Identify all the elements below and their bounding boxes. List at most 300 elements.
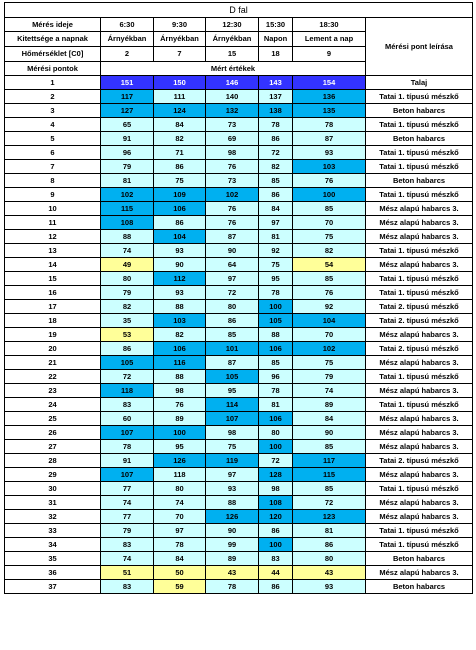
value-cell: 72 — [259, 146, 293, 160]
value-cell: 108 — [259, 496, 293, 510]
value-cell: 140 — [206, 90, 259, 104]
point-id-cell: 37 — [5, 580, 101, 594]
point-description-cell: Tatai 2. típusú mészkő — [366, 454, 473, 468]
value-cell: 78 — [154, 538, 206, 552]
point-description-cell: Beton habarcs — [366, 580, 473, 594]
table-row — [5, 244, 473, 258]
point-description-cell: Mész alapú habarcs 3. — [366, 566, 473, 580]
point-description-cell: Talaj — [366, 76, 473, 90]
table-row — [5, 384, 473, 398]
value-cell: 50 — [154, 566, 206, 580]
value-cell: 97 — [259, 216, 293, 230]
table-row — [5, 412, 473, 426]
value-cell: 102 — [206, 188, 259, 202]
row-label-temperature: Hőmérséklet [C0] — [5, 47, 101, 62]
value-cell: 115 — [293, 468, 366, 482]
point-id-cell: 13 — [5, 244, 101, 258]
temperature-cell: 2 — [101, 47, 154, 62]
value-cell: 98 — [154, 384, 206, 398]
value-cell: 132 — [206, 104, 259, 118]
value-cell: 87 — [206, 356, 259, 370]
value-cell: 151 — [101, 76, 154, 90]
point-id-cell: 10 — [5, 202, 101, 216]
table-row — [5, 146, 473, 160]
point-id-cell: 17 — [5, 300, 101, 314]
value-cell: 80 — [259, 426, 293, 440]
table-row — [5, 258, 473, 272]
value-cell: 85 — [259, 356, 293, 370]
point-id-cell: 14 — [5, 258, 101, 272]
point-id-cell: 19 — [5, 328, 101, 342]
value-cell: 64 — [206, 258, 259, 272]
table-row — [5, 300, 473, 314]
value-cell: 53 — [101, 328, 154, 342]
value-cell: 65 — [101, 118, 154, 132]
value-cell: 135 — [293, 104, 366, 118]
value-cell: 76 — [206, 202, 259, 216]
table-row — [5, 524, 473, 538]
point-description-cell: Beton habarcs — [366, 174, 473, 188]
point-id-cell: 32 — [5, 510, 101, 524]
value-cell: 83 — [101, 580, 154, 594]
point-description-cell: Beton habarcs — [366, 132, 473, 146]
point-description-cell: Tatai 1. típusú mészkő — [366, 188, 473, 202]
value-cell: 95 — [206, 384, 259, 398]
point-description-cell: Tatai 1. típusú mészkő — [366, 272, 473, 286]
value-cell: 43 — [206, 566, 259, 580]
value-cell: 120 — [259, 510, 293, 524]
value-cell: 88 — [259, 328, 293, 342]
point-id-cell: 2 — [5, 90, 101, 104]
value-cell: 86 — [154, 216, 206, 230]
point-id-cell: 5 — [5, 132, 101, 146]
point-description-cell: Mész alapú habarcs 3. — [366, 496, 473, 510]
value-cell: 143 — [259, 76, 293, 90]
value-cell: 82 — [154, 328, 206, 342]
point-id-cell: 28 — [5, 454, 101, 468]
value-cell: 35 — [101, 314, 154, 328]
table-row — [5, 202, 473, 216]
value-cell: 95 — [154, 440, 206, 454]
point-description-cell: Mész alapú habarcs 3. — [366, 440, 473, 454]
value-cell: 105 — [206, 370, 259, 384]
value-cell: 81 — [259, 230, 293, 244]
exposure-cell: Árnyékban — [101, 32, 154, 47]
point-description-cell: Mész alapú habarcs 3. — [366, 230, 473, 244]
value-cell: 73 — [206, 118, 259, 132]
exposure-cell: Árnyékban — [154, 32, 206, 47]
point-description-cell: Tatai 1. típusú mészkő — [366, 538, 473, 552]
value-cell: 97 — [206, 272, 259, 286]
value-cell: 96 — [101, 146, 154, 160]
temperature-cell: 9 — [293, 47, 366, 62]
value-cell: 81 — [259, 398, 293, 412]
table-row — [5, 426, 473, 440]
value-cell: 105 — [259, 314, 293, 328]
value-cell: 96 — [259, 370, 293, 384]
value-cell: 70 — [293, 216, 366, 230]
exposure-cell: Árnyékban — [206, 32, 259, 47]
value-cell: 49 — [101, 258, 154, 272]
value-cell: 75 — [293, 356, 366, 370]
point-id-cell: 12 — [5, 230, 101, 244]
point-id-cell: 11 — [5, 216, 101, 230]
point-id-cell: 21 — [5, 356, 101, 370]
row-label-measure-time: Mérés ideje — [5, 18, 101, 32]
value-cell: 82 — [293, 244, 366, 258]
value-cell: 69 — [206, 132, 259, 146]
point-description-header: Mérési pont leírása — [366, 18, 473, 76]
point-description-cell: Tatai 1. típusú mészkő — [366, 90, 473, 104]
value-cell: 85 — [206, 328, 259, 342]
point-id-cell: 34 — [5, 538, 101, 552]
value-cell: 124 — [154, 104, 206, 118]
value-cell: 154 — [293, 76, 366, 90]
value-cell: 85 — [293, 482, 366, 496]
value-cell: 83 — [101, 398, 154, 412]
point-description-cell: Mész alapú habarcs 3. — [366, 202, 473, 216]
point-description-cell: Tatai 1. típusú mészkő — [366, 146, 473, 160]
value-cell: 78 — [101, 440, 154, 454]
value-cell: 93 — [206, 482, 259, 496]
point-description-cell: Mész alapú habarcs 3. — [366, 216, 473, 230]
value-cell: 137 — [259, 90, 293, 104]
table-title: D fal — [5, 3, 473, 18]
value-cell: 72 — [259, 454, 293, 468]
point-description-cell: Tatai 1. típusú mészkő — [366, 244, 473, 258]
time-cell: 12:30 — [206, 18, 259, 32]
table-row — [5, 272, 473, 286]
value-cell: 86 — [101, 342, 154, 356]
value-cell: 106 — [154, 342, 206, 356]
value-cell: 127 — [101, 104, 154, 118]
table-row — [5, 216, 473, 230]
value-cell: 90 — [206, 524, 259, 538]
value-cell: 83 — [101, 538, 154, 552]
value-cell: 72 — [293, 496, 366, 510]
point-id-cell: 25 — [5, 412, 101, 426]
table-row — [5, 468, 473, 482]
value-cell: 78 — [293, 118, 366, 132]
table-row — [5, 174, 473, 188]
value-cell: 76 — [206, 160, 259, 174]
value-cell: 102 — [293, 342, 366, 356]
value-cell: 83 — [259, 552, 293, 566]
value-cell: 79 — [101, 286, 154, 300]
value-cell: 95 — [259, 272, 293, 286]
point-description-cell: Mész alapú habarcs 3. — [366, 328, 473, 342]
value-cell: 80 — [154, 482, 206, 496]
temperature-cell: 15 — [206, 47, 259, 62]
value-cell: 86 — [259, 188, 293, 202]
point-id-cell: 18 — [5, 314, 101, 328]
point-description-cell: Tatai 2. típusú mészkő — [366, 300, 473, 314]
table-row — [5, 160, 473, 174]
time-cell: 15:30 — [259, 18, 293, 32]
value-cell: 86 — [259, 580, 293, 594]
value-cell: 97 — [206, 468, 259, 482]
value-cell: 77 — [101, 510, 154, 524]
value-cell: 89 — [293, 398, 366, 412]
value-cell: 80 — [101, 272, 154, 286]
table-row — [5, 566, 473, 580]
point-id-cell: 24 — [5, 398, 101, 412]
value-cell: 74 — [101, 496, 154, 510]
value-cell: 74 — [293, 384, 366, 398]
value-cell: 100 — [293, 188, 366, 202]
measured-values-header: Mért értékek — [101, 62, 366, 76]
value-cell: 98 — [259, 482, 293, 496]
value-cell: 114 — [206, 398, 259, 412]
value-cell: 82 — [154, 132, 206, 146]
table-row — [5, 356, 473, 370]
table-row — [5, 552, 473, 566]
value-cell: 103 — [154, 314, 206, 328]
value-cell: 106 — [259, 412, 293, 426]
value-cell: 115 — [101, 202, 154, 216]
table-row — [5, 510, 473, 524]
value-cell: 78 — [259, 384, 293, 398]
value-cell: 74 — [101, 244, 154, 258]
point-id-cell: 20 — [5, 342, 101, 356]
point-id-cell: 22 — [5, 370, 101, 384]
value-cell: 76 — [293, 174, 366, 188]
point-description-cell: Beton habarcs — [366, 552, 473, 566]
value-cell: 43 — [293, 566, 366, 580]
table-row — [5, 482, 473, 496]
value-cell: 85 — [293, 272, 366, 286]
value-cell: 91 — [101, 132, 154, 146]
point-id-cell: 33 — [5, 524, 101, 538]
value-cell: 126 — [206, 510, 259, 524]
value-cell: 75 — [154, 174, 206, 188]
table-row — [5, 132, 473, 146]
value-cell: 86 — [259, 132, 293, 146]
value-cell: 86 — [206, 314, 259, 328]
value-cell: 104 — [293, 314, 366, 328]
point-description-cell: Tatai 2. típusú mészkő — [366, 314, 473, 328]
value-cell: 70 — [154, 510, 206, 524]
value-cell: 54 — [293, 258, 366, 272]
value-cell: 138 — [259, 104, 293, 118]
value-cell: 136 — [293, 90, 366, 104]
point-id-cell: 30 — [5, 482, 101, 496]
value-cell: 89 — [206, 552, 259, 566]
value-cell: 123 — [293, 510, 366, 524]
table-row — [5, 538, 473, 552]
measurement-table — [4, 2, 473, 594]
value-cell: 84 — [293, 412, 366, 426]
point-description-cell: Tatai 2. típusú mészkő — [366, 342, 473, 356]
table-row — [5, 286, 473, 300]
value-cell: 93 — [293, 146, 366, 160]
point-id-cell: 7 — [5, 160, 101, 174]
value-cell: 80 — [293, 552, 366, 566]
point-description-cell: Beton habarcs — [366, 104, 473, 118]
value-cell: 77 — [101, 482, 154, 496]
point-description-cell: Tatai 1. típusú mészkő — [366, 482, 473, 496]
point-description-cell: Tatai 1. típusú mészkő — [366, 524, 473, 538]
temperature-cell: 7 — [154, 47, 206, 62]
temperature-cell: 18 — [259, 47, 293, 62]
point-description-cell: Tatai 1. típusú mészkő — [366, 398, 473, 412]
value-cell: 102 — [101, 188, 154, 202]
value-cell: 98 — [206, 426, 259, 440]
value-cell: 106 — [259, 342, 293, 356]
value-cell: 107 — [101, 468, 154, 482]
value-cell: 92 — [259, 244, 293, 258]
table-row — [5, 314, 473, 328]
table-row — [5, 90, 473, 104]
value-cell: 44 — [259, 566, 293, 580]
point-id-cell: 26 — [5, 426, 101, 440]
value-cell: 146 — [206, 76, 259, 90]
point-id-cell: 3 — [5, 104, 101, 118]
value-cell: 74 — [154, 496, 206, 510]
value-cell: 75 — [259, 258, 293, 272]
value-cell: 101 — [206, 342, 259, 356]
table-row — [5, 76, 473, 90]
value-cell: 81 — [101, 174, 154, 188]
value-cell: 88 — [206, 496, 259, 510]
table-row — [5, 188, 473, 202]
table-row — [5, 454, 473, 468]
value-cell: 85 — [293, 202, 366, 216]
value-cell: 82 — [259, 160, 293, 174]
value-cell: 90 — [154, 258, 206, 272]
time-cell: 9:30 — [154, 18, 206, 32]
value-cell: 70 — [293, 328, 366, 342]
value-cell: 128 — [259, 468, 293, 482]
value-cell: 100 — [259, 440, 293, 454]
value-cell: 76 — [293, 286, 366, 300]
value-cell: 79 — [101, 160, 154, 174]
value-cell: 93 — [293, 580, 366, 594]
value-cell: 84 — [154, 552, 206, 566]
value-cell: 78 — [206, 580, 259, 594]
value-cell: 88 — [154, 370, 206, 384]
value-cell: 75 — [293, 230, 366, 244]
value-cell: 119 — [206, 454, 259, 468]
time-cell: 6:30 — [101, 18, 154, 32]
value-cell: 60 — [101, 412, 154, 426]
point-id-cell: 4 — [5, 118, 101, 132]
value-cell: 99 — [206, 538, 259, 552]
value-cell: 86 — [293, 538, 366, 552]
value-cell: 86 — [154, 160, 206, 174]
value-cell: 103 — [293, 160, 366, 174]
value-cell: 100 — [154, 426, 206, 440]
value-cell: 117 — [293, 454, 366, 468]
value-cell: 59 — [154, 580, 206, 594]
value-cell: 150 — [154, 76, 206, 90]
value-cell: 111 — [154, 90, 206, 104]
value-cell: 117 — [101, 90, 154, 104]
table-row — [5, 104, 473, 118]
point-description-cell: Tatai 1. típusú mészkő — [366, 370, 473, 384]
value-cell: 93 — [154, 286, 206, 300]
point-description-cell: Mész alapú habarcs 3. — [366, 258, 473, 272]
value-cell: 91 — [101, 454, 154, 468]
value-cell: 71 — [154, 146, 206, 160]
time-cell: 18:30 — [293, 18, 366, 32]
value-cell: 109 — [154, 188, 206, 202]
value-cell: 78 — [259, 118, 293, 132]
value-cell: 107 — [206, 412, 259, 426]
point-id-cell: 36 — [5, 566, 101, 580]
point-id-cell: 1 — [5, 76, 101, 90]
point-description-cell: Mész alapú habarcs 3. — [366, 510, 473, 524]
value-cell: 90 — [293, 426, 366, 440]
value-cell: 82 — [101, 300, 154, 314]
point-description-cell: Tatai 1. típusú mészkő — [366, 160, 473, 174]
row-label-exposure: Kitettsége a napnak — [5, 32, 101, 47]
point-id-cell: 23 — [5, 384, 101, 398]
point-description-cell: Mész alapú habarcs 3. — [366, 426, 473, 440]
point-id-cell: 8 — [5, 174, 101, 188]
value-cell: 79 — [293, 370, 366, 384]
value-cell: 88 — [154, 300, 206, 314]
value-cell: 73 — [206, 174, 259, 188]
table-row — [5, 440, 473, 454]
value-cell: 107 — [101, 426, 154, 440]
value-cell: 98 — [206, 146, 259, 160]
value-cell: 76 — [154, 398, 206, 412]
value-cell: 81 — [293, 524, 366, 538]
value-cell: 100 — [259, 538, 293, 552]
point-description-cell: Mész alapú habarcs 3. — [366, 412, 473, 426]
value-cell: 72 — [206, 286, 259, 300]
value-cell: 84 — [259, 202, 293, 216]
value-cell: 85 — [259, 174, 293, 188]
value-cell: 87 — [293, 132, 366, 146]
table-row — [5, 230, 473, 244]
point-id-cell: 29 — [5, 468, 101, 482]
value-cell: 80 — [206, 300, 259, 314]
value-cell: 75 — [206, 440, 259, 454]
point-id-cell: 9 — [5, 188, 101, 202]
value-cell: 118 — [101, 384, 154, 398]
point-id-cell: 6 — [5, 146, 101, 160]
value-cell: 89 — [154, 412, 206, 426]
point-description-cell: Tatai 1. típusú mészkő — [366, 118, 473, 132]
value-cell: 51 — [101, 566, 154, 580]
point-id-cell: 15 — [5, 272, 101, 286]
value-cell: 79 — [101, 524, 154, 538]
table-row — [5, 580, 473, 594]
point-description-cell: Mész alapú habarcs 3. — [366, 384, 473, 398]
value-cell: 126 — [154, 454, 206, 468]
point-id-cell: 16 — [5, 286, 101, 300]
points-header: Mérési pontok — [5, 62, 101, 76]
exposure-cell: Napon — [259, 32, 293, 47]
value-cell: 100 — [259, 300, 293, 314]
value-cell: 93 — [154, 244, 206, 258]
value-cell: 112 — [154, 272, 206, 286]
table-row — [5, 342, 473, 356]
value-cell: 78 — [259, 286, 293, 300]
table-row — [5, 328, 473, 342]
value-cell: 86 — [259, 524, 293, 538]
value-cell: 85 — [293, 440, 366, 454]
value-cell: 116 — [154, 356, 206, 370]
value-cell: 84 — [154, 118, 206, 132]
value-cell: 92 — [293, 300, 366, 314]
table-row — [5, 496, 473, 510]
value-cell: 105 — [101, 356, 154, 370]
point-description-cell: Mész alapú habarcs 3. — [366, 468, 473, 482]
point-description-cell: Tatai 1. típusú mészkő — [366, 286, 473, 300]
